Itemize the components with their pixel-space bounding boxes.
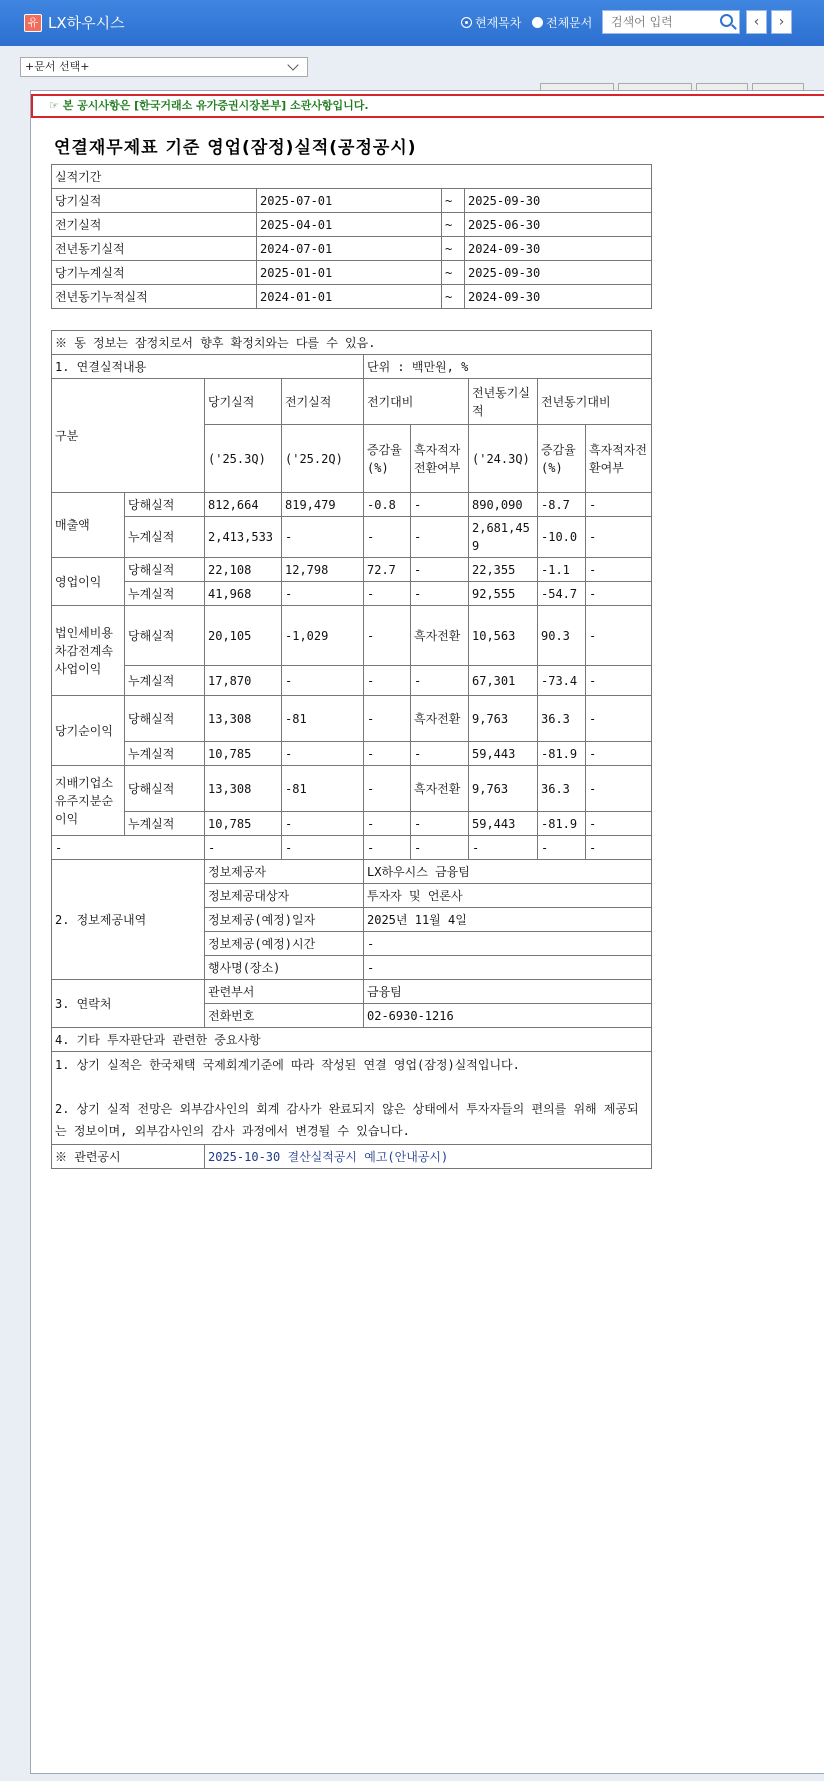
cell: - [411,493,469,517]
contact-key: 관련부서 [205,980,364,1004]
section-heading: 1. 연결실적내용 [52,355,364,379]
row-item: 지배기업소유주지분순이익 [52,766,125,836]
row-sub: 당해실적 [125,493,205,517]
section-heading: 2. 정보제공내역 [52,860,205,980]
period-table [51,164,652,309]
row-sub: 누계실적 [125,517,205,558]
row-sub: 당해실적 [125,766,205,812]
period-label: 당기누계실적 [52,261,257,285]
cell: 22,108 [205,558,282,582]
cell: 59,443 [469,742,538,766]
row-sub: 누계실적 [125,742,205,766]
period-from: 2025-04-01 [257,213,442,237]
cell: - [364,766,411,812]
notes-cell [52,1052,652,1145]
pointing-hand-icon: ☞ [49,99,63,112]
period-to: 2024-09-30 [465,285,652,309]
unit-label: 단위 : 백만원, % [364,355,652,379]
info-key: 정보제공대상자 [205,884,364,908]
cell: - [586,517,652,558]
cell: - [411,742,469,766]
company-name: LX하우시스 [48,14,125,32]
period-label: 전기실적 [52,213,257,237]
cell: - [411,666,469,696]
cell: -81 [282,696,364,742]
radio-current-label: 현재목차 [475,16,522,30]
cell: 41,968 [205,582,282,606]
cell: - [586,582,652,606]
cell: - [364,742,411,766]
cell: 10,563 [469,606,538,666]
cell: 92,555 [469,582,538,606]
cell: -1,029 [282,606,364,666]
radio-all-docs[interactable] [532,14,592,31]
contact-key: 전화번호 [205,1004,364,1028]
col-subheader: 흑자적자전환여부 [586,425,652,493]
row-sub: 누계실적 [125,582,205,606]
document-select[interactable] [20,57,308,77]
info-key: 정보제공(예정)일자 [205,908,364,932]
cell: -73.4 [538,666,586,696]
note-1: 1. 상기 실적은 한국채택 국제회계기준에 따라 작성된 연결 영업(잠정)실적입니다. [55,1058,520,1072]
info-value: - [364,932,652,956]
cell: - [205,836,282,860]
next-button[interactable]: › [771,10,792,34]
cell: - [52,836,205,860]
cell: - [282,666,364,696]
period-sep: ~ [442,237,465,261]
period-sep: ~ [442,213,465,237]
period-to: 2025-09-30 [465,261,652,285]
row-item: 법인세비용차감전계속사업이익 [52,606,125,696]
section-heading: 4. 기타 투자판단과 관련한 중요사항 [52,1028,652,1052]
cell: -81.9 [538,742,586,766]
notice-banner [31,94,824,118]
document-viewer [30,90,824,1774]
cell: 13,308 [205,696,282,742]
cell: - [364,696,411,742]
info-value: 2025년 11월 4일 [364,908,652,932]
period-sep: ~ [442,285,465,309]
row-item: 영업이익 [52,558,125,606]
cell: 59,443 [469,812,538,836]
row-item: 매출액 [52,493,125,558]
period-label: 전년동기누적실적 [52,285,257,309]
cell: -81.9 [538,812,586,836]
cell: 10,785 [205,742,282,766]
cell: 10,785 [205,812,282,836]
search-icon[interactable] [720,14,733,27]
col-subheader: 흑자적자전환여부 [411,425,469,493]
period-label: 당기실적 [52,189,257,213]
cell: - [538,836,586,860]
top-bar [0,0,824,46]
period-header: 실적기간 [52,165,652,189]
info-value: 투자자 및 언론사 [364,884,652,908]
cell: - [364,582,411,606]
cell: - [411,582,469,606]
row-sub: 누계실적 [125,812,205,836]
col-subheader: ('24.3Q) [469,425,538,493]
cell: 819,479 [282,493,364,517]
col-header: 전년동기실적 [469,379,538,425]
col-subheader: 증감율(%) [364,425,411,493]
cell: -10.0 [538,517,586,558]
search-input[interactable] [603,11,711,33]
cell: - [586,666,652,696]
period-label: 전년동기실적 [52,237,257,261]
contact-value: 금융팀 [364,980,652,1004]
cell: 흑자전환 [411,766,469,812]
note-2: 2. 상기 실적 전망은 외부감사인의 회계 감사가 완료되지 않은 상태에서 투자자들의 편의를 위해 제공되는 정보이며, 외부감사인의 감사 과정에서 변경될 수 있습니다. [55,1102,639,1138]
period-from: 2025-01-01 [257,261,442,285]
cell: - [282,742,364,766]
cell: - [282,517,364,558]
cell: - [411,812,469,836]
info-value: - [364,956,652,980]
chevron-down-icon [287,59,298,70]
col-subheader: ('25.2Q) [282,425,364,493]
cell: - [364,606,411,666]
cell: 흑자전환 [411,606,469,666]
cell: -81 [282,766,364,812]
contact-value: 02-6930-1216 [364,1004,652,1028]
row-sub: 당해실적 [125,558,205,582]
period-to: 2025-09-30 [465,189,652,213]
cell: - [364,666,411,696]
period-sep: ~ [442,189,465,213]
cell: - [282,836,364,860]
radio-all-label: 전체문서 [546,16,593,30]
cell: 36.3 [538,696,586,742]
document-select-value: +문서 선택+ [25,60,90,73]
cell: - [282,812,364,836]
info-value: LX하우시스 금융팀 [364,860,652,884]
col-subheader: ('25.3Q) [205,425,282,493]
cell: 2,681,459 [469,517,538,558]
cell: 890,090 [469,493,538,517]
prev-button[interactable]: ‹ [746,10,767,34]
cell: - [586,836,652,860]
cell: - [586,766,652,812]
radio-current-toc[interactable] [461,14,521,31]
cell: 12,798 [282,558,364,582]
cell: -8.7 [538,493,586,517]
col-header-gubun: 구분 [52,379,205,493]
cell: - [586,493,652,517]
cell: 72.7 [364,558,411,582]
cell: - [586,812,652,836]
cell: - [411,517,469,558]
info-key: 정보제공(예정)시간 [205,932,364,956]
info-key: 정보제공자 [205,860,364,884]
related-disclosure-link[interactable]: 2025-10-30 결산실적공시 예고(안내공시) [205,1145,652,1169]
period-from: 2024-01-01 [257,285,442,309]
cell: - [364,836,411,860]
period-from: 2025-07-01 [257,189,442,213]
cell: - [586,606,652,666]
period-to: 2025-06-30 [465,213,652,237]
col-header: 전년동기대비 [538,379,652,425]
row-sub: 당해실적 [125,606,205,666]
row-sub: 누계실적 [125,666,205,696]
period-from: 2024-07-01 [257,237,442,261]
cell: -0.8 [364,493,411,517]
col-subheader: 증감율(%) [538,425,586,493]
cell: 67,301 [469,666,538,696]
cell: - [586,742,652,766]
cell: - [411,836,469,860]
cell: - [411,558,469,582]
cell: - [586,558,652,582]
cell: -54.7 [538,582,586,606]
cell: 2,413,533 [205,517,282,558]
cell: -1.1 [538,558,586,582]
cell: 90.3 [538,606,586,666]
radio-unchecked-icon [532,17,543,28]
cell: - [586,696,652,742]
cell: 20,105 [205,606,282,666]
results-table [51,330,652,1169]
cell: - [282,582,364,606]
cell: 13,308 [205,766,282,812]
search-box [602,10,740,34]
cell: 9,763 [469,766,538,812]
section-heading: 3. 연락처 [52,980,205,1028]
period-sep: ~ [442,261,465,285]
col-header: 당기실적 [205,379,282,425]
cell: 812,664 [205,493,282,517]
cell: 36.3 [538,766,586,812]
page-title: 연결재무제표 기준 영업(잠정)실적(공정공시) [54,138,417,158]
col-header: 전기실적 [282,379,364,425]
disclaimer: ※ 동 정보는 잠정치로서 향후 확정치와는 다를 수 있음. [52,331,652,355]
cell: - [364,517,411,558]
related-label: ※ 관련공시 [52,1145,205,1169]
col-header: 전기대비 [364,379,469,425]
cell: 17,870 [205,666,282,696]
cell: 흑자전환 [411,696,469,742]
row-item: 당기순이익 [52,696,125,766]
cell: 22,355 [469,558,538,582]
row-sub: 당해실적 [125,696,205,742]
info-key: 행사명(장소) [205,956,364,980]
company-logo-icon: 유 [24,14,42,32]
cell: - [469,836,538,860]
period-to: 2024-09-30 [465,237,652,261]
cell: - [364,812,411,836]
cell: 9,763 [469,696,538,742]
notice-text: 본 공시사항은 [한국거래소 유가증권시장본부] 소관사항입니다. [62,99,369,112]
radio-checked-icon [461,17,472,28]
